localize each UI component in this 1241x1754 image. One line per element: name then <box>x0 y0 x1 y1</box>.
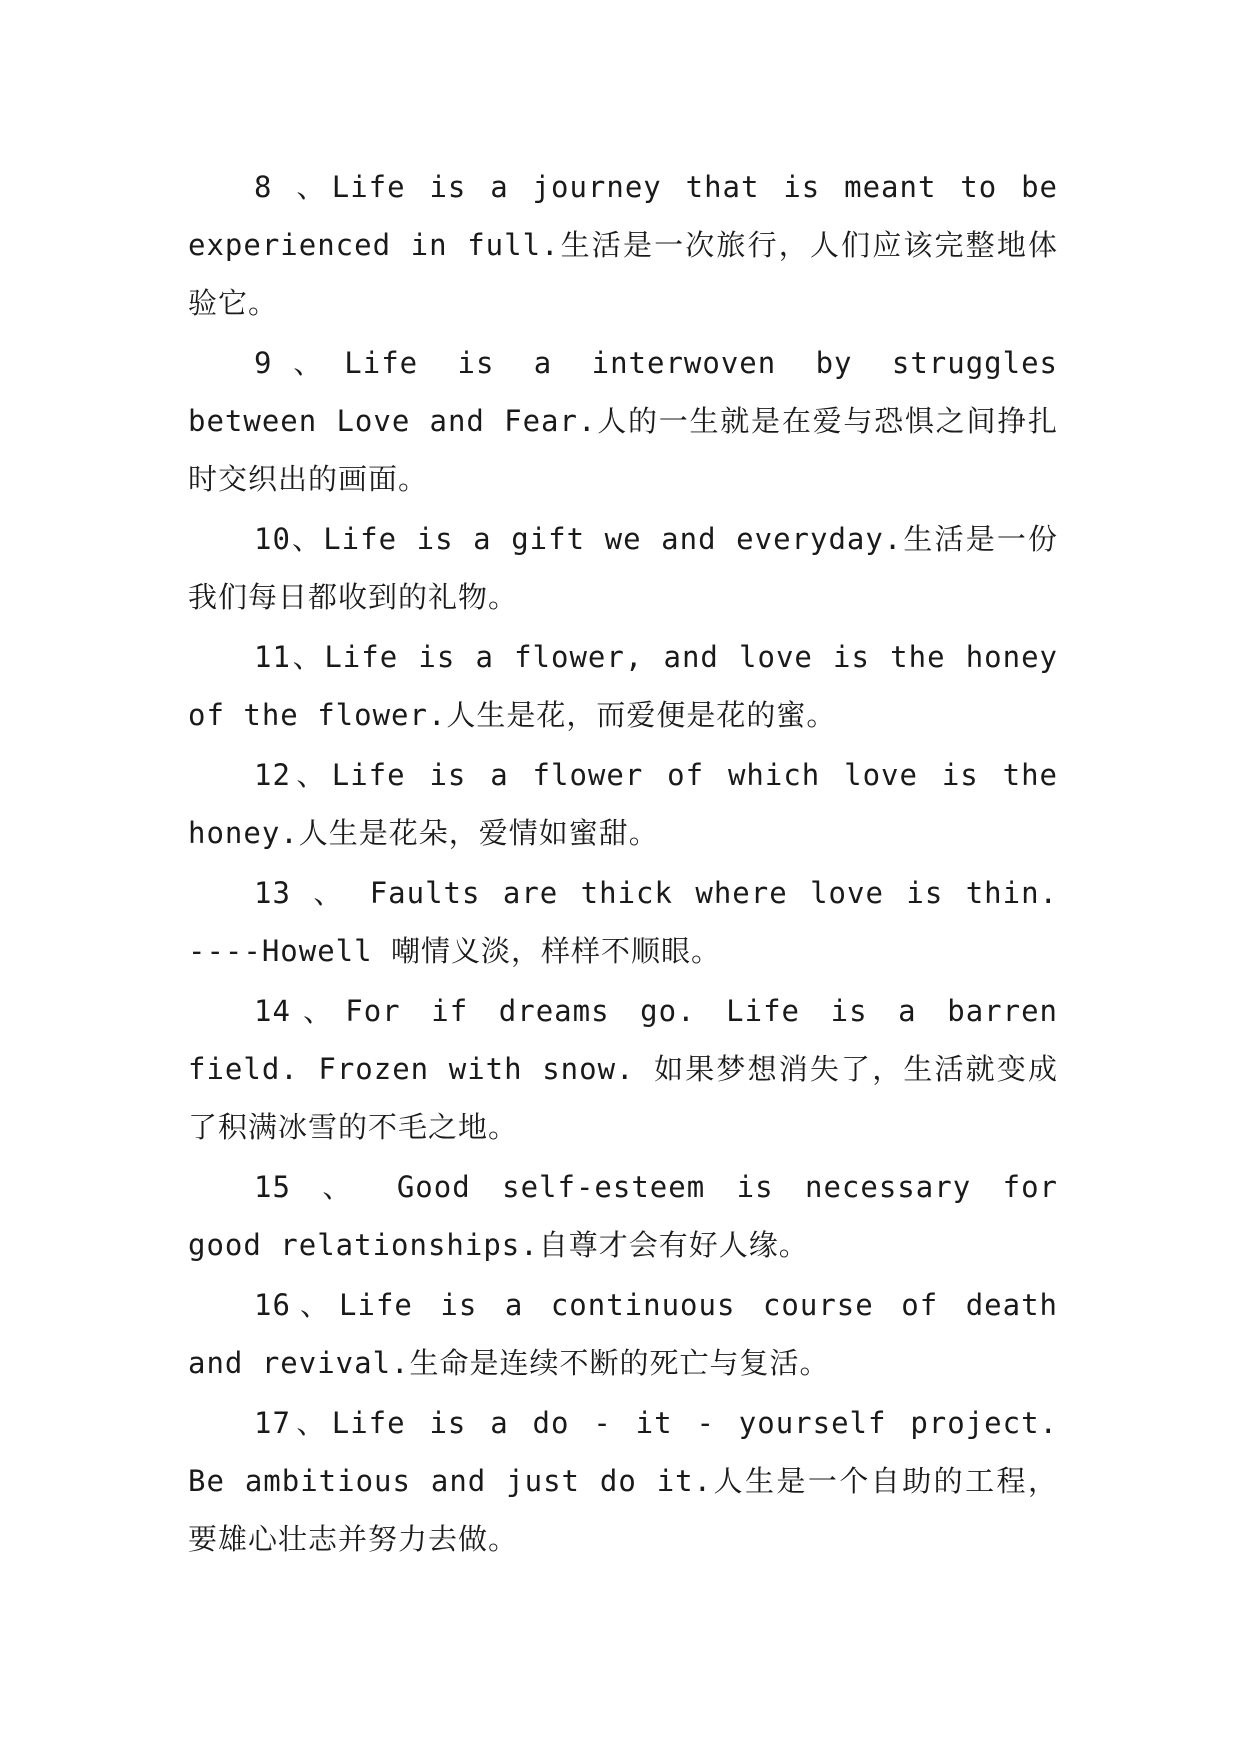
quote-paragraph-8: 8 、Life is a journey that is meant to be experienced in full.生活是一次旅行，人们应该完整地体验它。 <box>188 170 1058 320</box>
quote-paragraph-13: 13 、 Faults are thick where love is thin. ----Howell 嘲情义淡，样样不顺眼。 <box>188 876 1058 968</box>
quote-paragraph-9: 9、Life is a interwoven by struggles between Love and Fear.人的一生就是在爱与恐惧之间挣扎时交织出的画面。 <box>188 346 1058 496</box>
document-body <box>188 158 1058 1570</box>
quote-paragraph-14: 14、For if dreams go. Life is a barren field. Frozen with snow. 如果梦想消失了，生活就变成了积满冰雪的不毛之地。 <box>188 994 1058 1144</box>
quote-paragraph-17: 17、Life is a do - it - yourself project. Be ambitious and just do it.人生是一个自助的工程，要雄心壮志并努力去做。 <box>188 1406 1058 1556</box>
quote-paragraph-12: 12、Life is a flower of which love is the honey.人生是花朵，爱情如蜜甜。 <box>188 758 1058 850</box>
quote-paragraph-15: 15 、 Good self-esteem is necessary for good relationships.自尊才会有好人缘。 <box>188 1170 1058 1262</box>
quote-paragraph-16: 16、Life is a continuous course of death and revival.生命是连续不断的死亡与复活。 <box>188 1288 1058 1380</box>
quote-paragraph-11: 11、Life is a flower, and love is the honey of the flower.人生是花，而爱便是花的蜜。 <box>188 640 1058 732</box>
quote-paragraph-10: 10、Life is a gift we and everyday.生活是一份我们每日都收到的礼物。 <box>188 522 1058 614</box>
